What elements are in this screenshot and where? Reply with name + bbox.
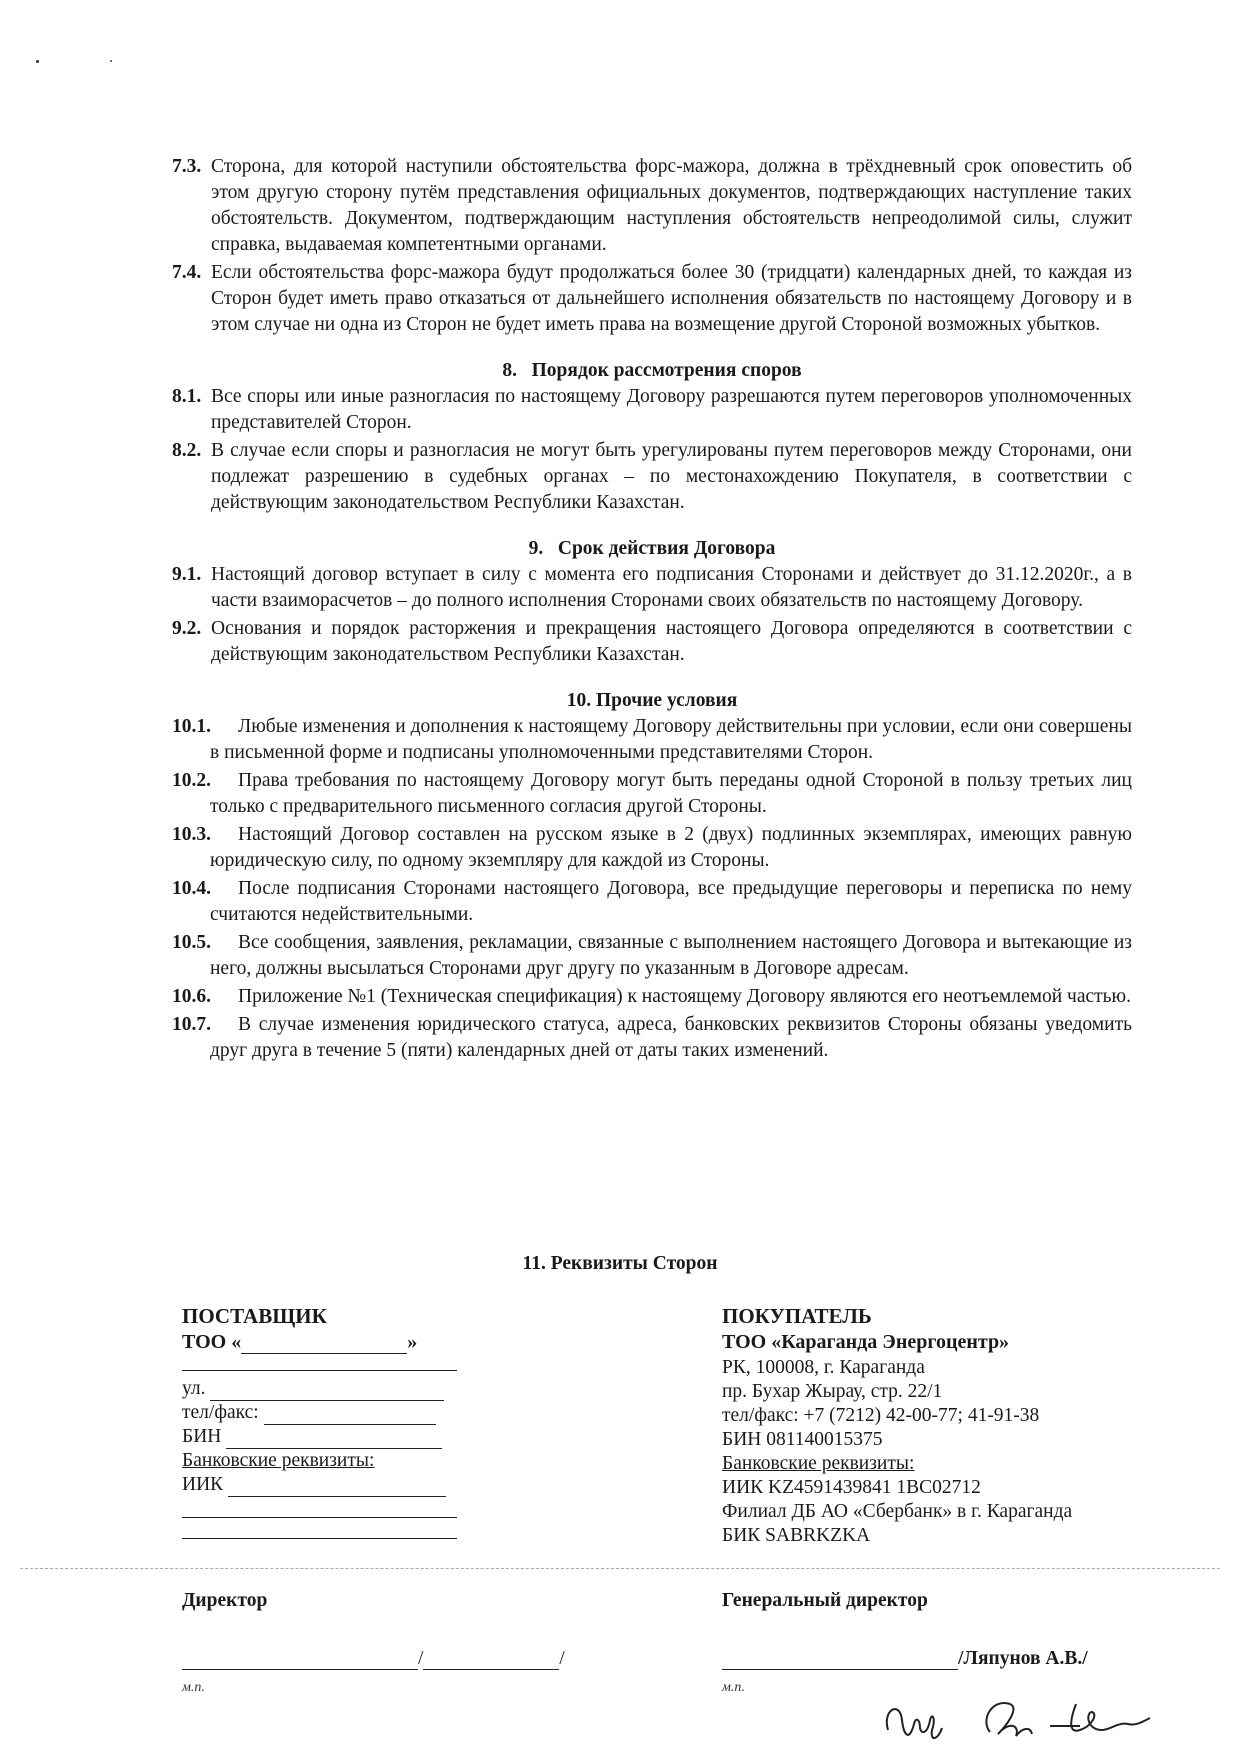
street-label: ул.	[182, 1378, 206, 1399]
supplier-org-blank	[241, 1335, 407, 1354]
street-blank	[210, 1382, 444, 1401]
clause-text: Настоящий договор вступает в силу с момента его подписания Сторонами и действует до 31.12.2020г., а в части взаиморасчетов – до полного исполнения Сторонами своих обязательств по настоящему Договору.	[211, 564, 1132, 611]
supplier-street	[182, 1377, 462, 1401]
clause-text: Все сообщения, заявления, рекламации, связанные с выполнением настоящего Договора и вытекающие из него, должны высылаться Сторонами друг другу по указанным в Договоре адресам.	[210, 932, 1132, 979]
clause-number: 10.6.	[172, 986, 211, 1007]
clause-text: Все споры или иные разногласия по настоящему Договору разрешаются путем переговоров уполномоченных представителей Сторон.	[211, 386, 1132, 433]
supplier-title: ПОСТАВЩИК	[182, 1304, 327, 1328]
clause-number: 9.1.	[172, 564, 202, 585]
buyer-signer: /Ляпунов А.В./	[958, 1648, 1088, 1669]
clause-10-5	[172, 930, 1132, 982]
clause-text: В случае изменения юридического статуса, адреса, банковских реквизитов Стороны обязаны уведомить друг друга в течение 5 (пяти) календарных дней от даты таких изменений.	[210, 1014, 1132, 1061]
buyer-director-label: Генеральный директор	[722, 1590, 928, 1611]
signature-blank	[182, 1651, 418, 1670]
scan-speck	[110, 60, 112, 62]
clause-number: 8.2.	[172, 440, 202, 461]
clause-number: 7.4.	[172, 262, 202, 283]
clause-text: Настоящий Договор составлен на русском языке в 2 (двух) подлинных экземплярах, имеющих равную юридическую силу, по одному экземпляру для каждой из Стороны.	[210, 824, 1132, 871]
bin-label: БИН	[182, 1426, 222, 1447]
supplier-bin	[182, 1425, 462, 1449]
signature-blank	[722, 1651, 958, 1670]
clause-number: 10.7.	[172, 1014, 211, 1035]
name-blank	[423, 1651, 559, 1670]
section-heading-9: 9. Срок действия Договора	[528, 538, 776, 559]
clause-number: 7.3.	[172, 156, 202, 177]
clause-number: 10.1.	[172, 716, 211, 737]
buyer-address2: пр. Бухар Жырау, стр. 22/1	[722, 1381, 943, 1402]
section-heading-8: 8. Порядок рассмотрения споров	[502, 360, 802, 381]
blank-line	[182, 1503, 457, 1518]
supplier-phone	[182, 1401, 462, 1425]
buyer-iik: ИИК KZ4591439841 1BC02712	[722, 1477, 981, 1498]
buyer-bik: БИК SABRKZKA	[722, 1525, 871, 1546]
buyer-bin: БИН 081140015375	[722, 1429, 883, 1450]
phone-label: тел/факс:	[182, 1402, 259, 1423]
buyer-phone: тел/факс: +7 (7212) 42-00-77; 41-91-38	[722, 1405, 1040, 1426]
clause-text: После подписания Сторонами настоящего Договора, все предыдущие переговоры и переписка по нему считаются недействительными.	[210, 878, 1132, 925]
iik-blank	[228, 1478, 446, 1497]
clause-text: Основания и порядок расторжения и прекращения настоящего Договора определяются в соответствии с действующим законодательством Республики Казахстан.	[211, 618, 1132, 665]
clause-number: 9.2.	[172, 618, 202, 639]
clause-9-2	[172, 616, 1132, 668]
clause-10-2	[172, 768, 1132, 820]
phone-blank	[264, 1406, 436, 1425]
supplier-details	[182, 1304, 462, 1545]
supplier-director-label: Директор	[182, 1590, 268, 1611]
clause-10-7	[172, 1012, 1132, 1064]
buyer-org: ТОО «Караганда Энергоцентр»	[722, 1331, 1010, 1353]
clause-8-1	[172, 384, 1132, 436]
section-heading-11: 11. Реквизиты Сторон	[522, 1253, 718, 1274]
handwritten-signature	[880, 1690, 1160, 1750]
clause-10-4	[172, 876, 1132, 928]
clause-text: Сторона, для которой наступили обстоятельства форс-мажора, должна в трёхдневный срок оповестить об этом другую сторону путём представления официальных документов, подтверждающих наступление таких обстоятельств. Документом, подтверждающим наступления обстоятельств непреодолимой силы, служит справка, выдаваемая компетентными органами.	[211, 156, 1132, 255]
supplier-org-suffix: »	[407, 1331, 418, 1353]
slash: /	[559, 1648, 565, 1669]
supplier-iik	[182, 1473, 462, 1497]
clause-9-1	[172, 562, 1132, 614]
clause-text: Приложение №1 (Техническая спецификация) к настоящему Договору являются его неотъемлемой частью.	[238, 986, 1131, 1007]
fold-line	[20, 1568, 1220, 1569]
clause-number: 10.3.	[172, 824, 211, 845]
buyer-title: ПОКУПАТЕЛЬ	[722, 1304, 872, 1328]
buyer-address1: РК, 100008, г. Караганда	[722, 1357, 925, 1378]
clause-10-3	[172, 822, 1132, 874]
clause-7-4	[172, 260, 1132, 338]
bin-blank	[226, 1430, 442, 1449]
clause-10-1	[172, 714, 1132, 766]
blank-line	[182, 1524, 457, 1539]
clause-text: В случае если споры и разногласия не могут быть урегулированы путем переговоров между Сторонами, они подлежат разрешению в судебных органах – по местонахождению Покупателя, в соответствии с действующим законодательством Республики Казахстан.	[211, 440, 1132, 513]
iik-label: ИИК	[182, 1474, 224, 1495]
buyer-signature-line	[722, 1648, 1088, 1670]
scan-speck	[36, 60, 39, 63]
supplier-signature-line	[182, 1648, 565, 1670]
buyer-stamp-place: м.п.	[722, 1680, 745, 1695]
buyer-bank: Банковские реквизиты:	[722, 1453, 915, 1474]
clause-number: 10.2.	[172, 770, 211, 791]
clause-number: 10.5.	[172, 932, 211, 953]
buyer-details	[722, 1304, 1142, 1548]
clause-10-6	[172, 984, 1132, 1010]
contract-body	[172, 154, 1132, 1064]
supplier-org-prefix: ТОО «	[182, 1331, 242, 1353]
clause-text: Любые изменения и дополнения к настоящему Договору действительны при условии, если они совершены в письменной форме и подписаны уполномоченными представителями Сторон.	[210, 716, 1132, 763]
blank-line	[182, 1356, 457, 1371]
section-heading-10: 10. Прочие условия	[566, 690, 738, 711]
clause-8-2	[172, 438, 1132, 516]
clause-text: Права требования по настоящему Договору могут быть переданы одной Стороной в пользу третьих лиц только с предварительного письменного согласия другой Стороны.	[210, 770, 1132, 817]
buyer-branch: Филиал ДБ АО «Сбербанк» в г. Караганда	[722, 1501, 1073, 1522]
supplier-bank: Банковские реквизиты:	[182, 1450, 375, 1471]
clause-number: 10.4.	[172, 878, 211, 899]
clause-number: 8.1.	[172, 386, 202, 407]
clause-text: Если обстоятельства форс-мажора будут продолжаться более 30 (тридцати) календарных дней, то каждая из Сторон будет иметь право отказаться от дальнейшего исполнения обязательств по настоящему Договору и в этом случае ни одна из Сторон не будет иметь права на возмещение другой Стороной возможных убытков.	[211, 262, 1132, 335]
supplier-stamp-place: м.п.	[182, 1680, 205, 1695]
clause-7-3	[172, 154, 1132, 258]
slash: /	[418, 1648, 424, 1669]
supplier-org	[182, 1330, 462, 1354]
